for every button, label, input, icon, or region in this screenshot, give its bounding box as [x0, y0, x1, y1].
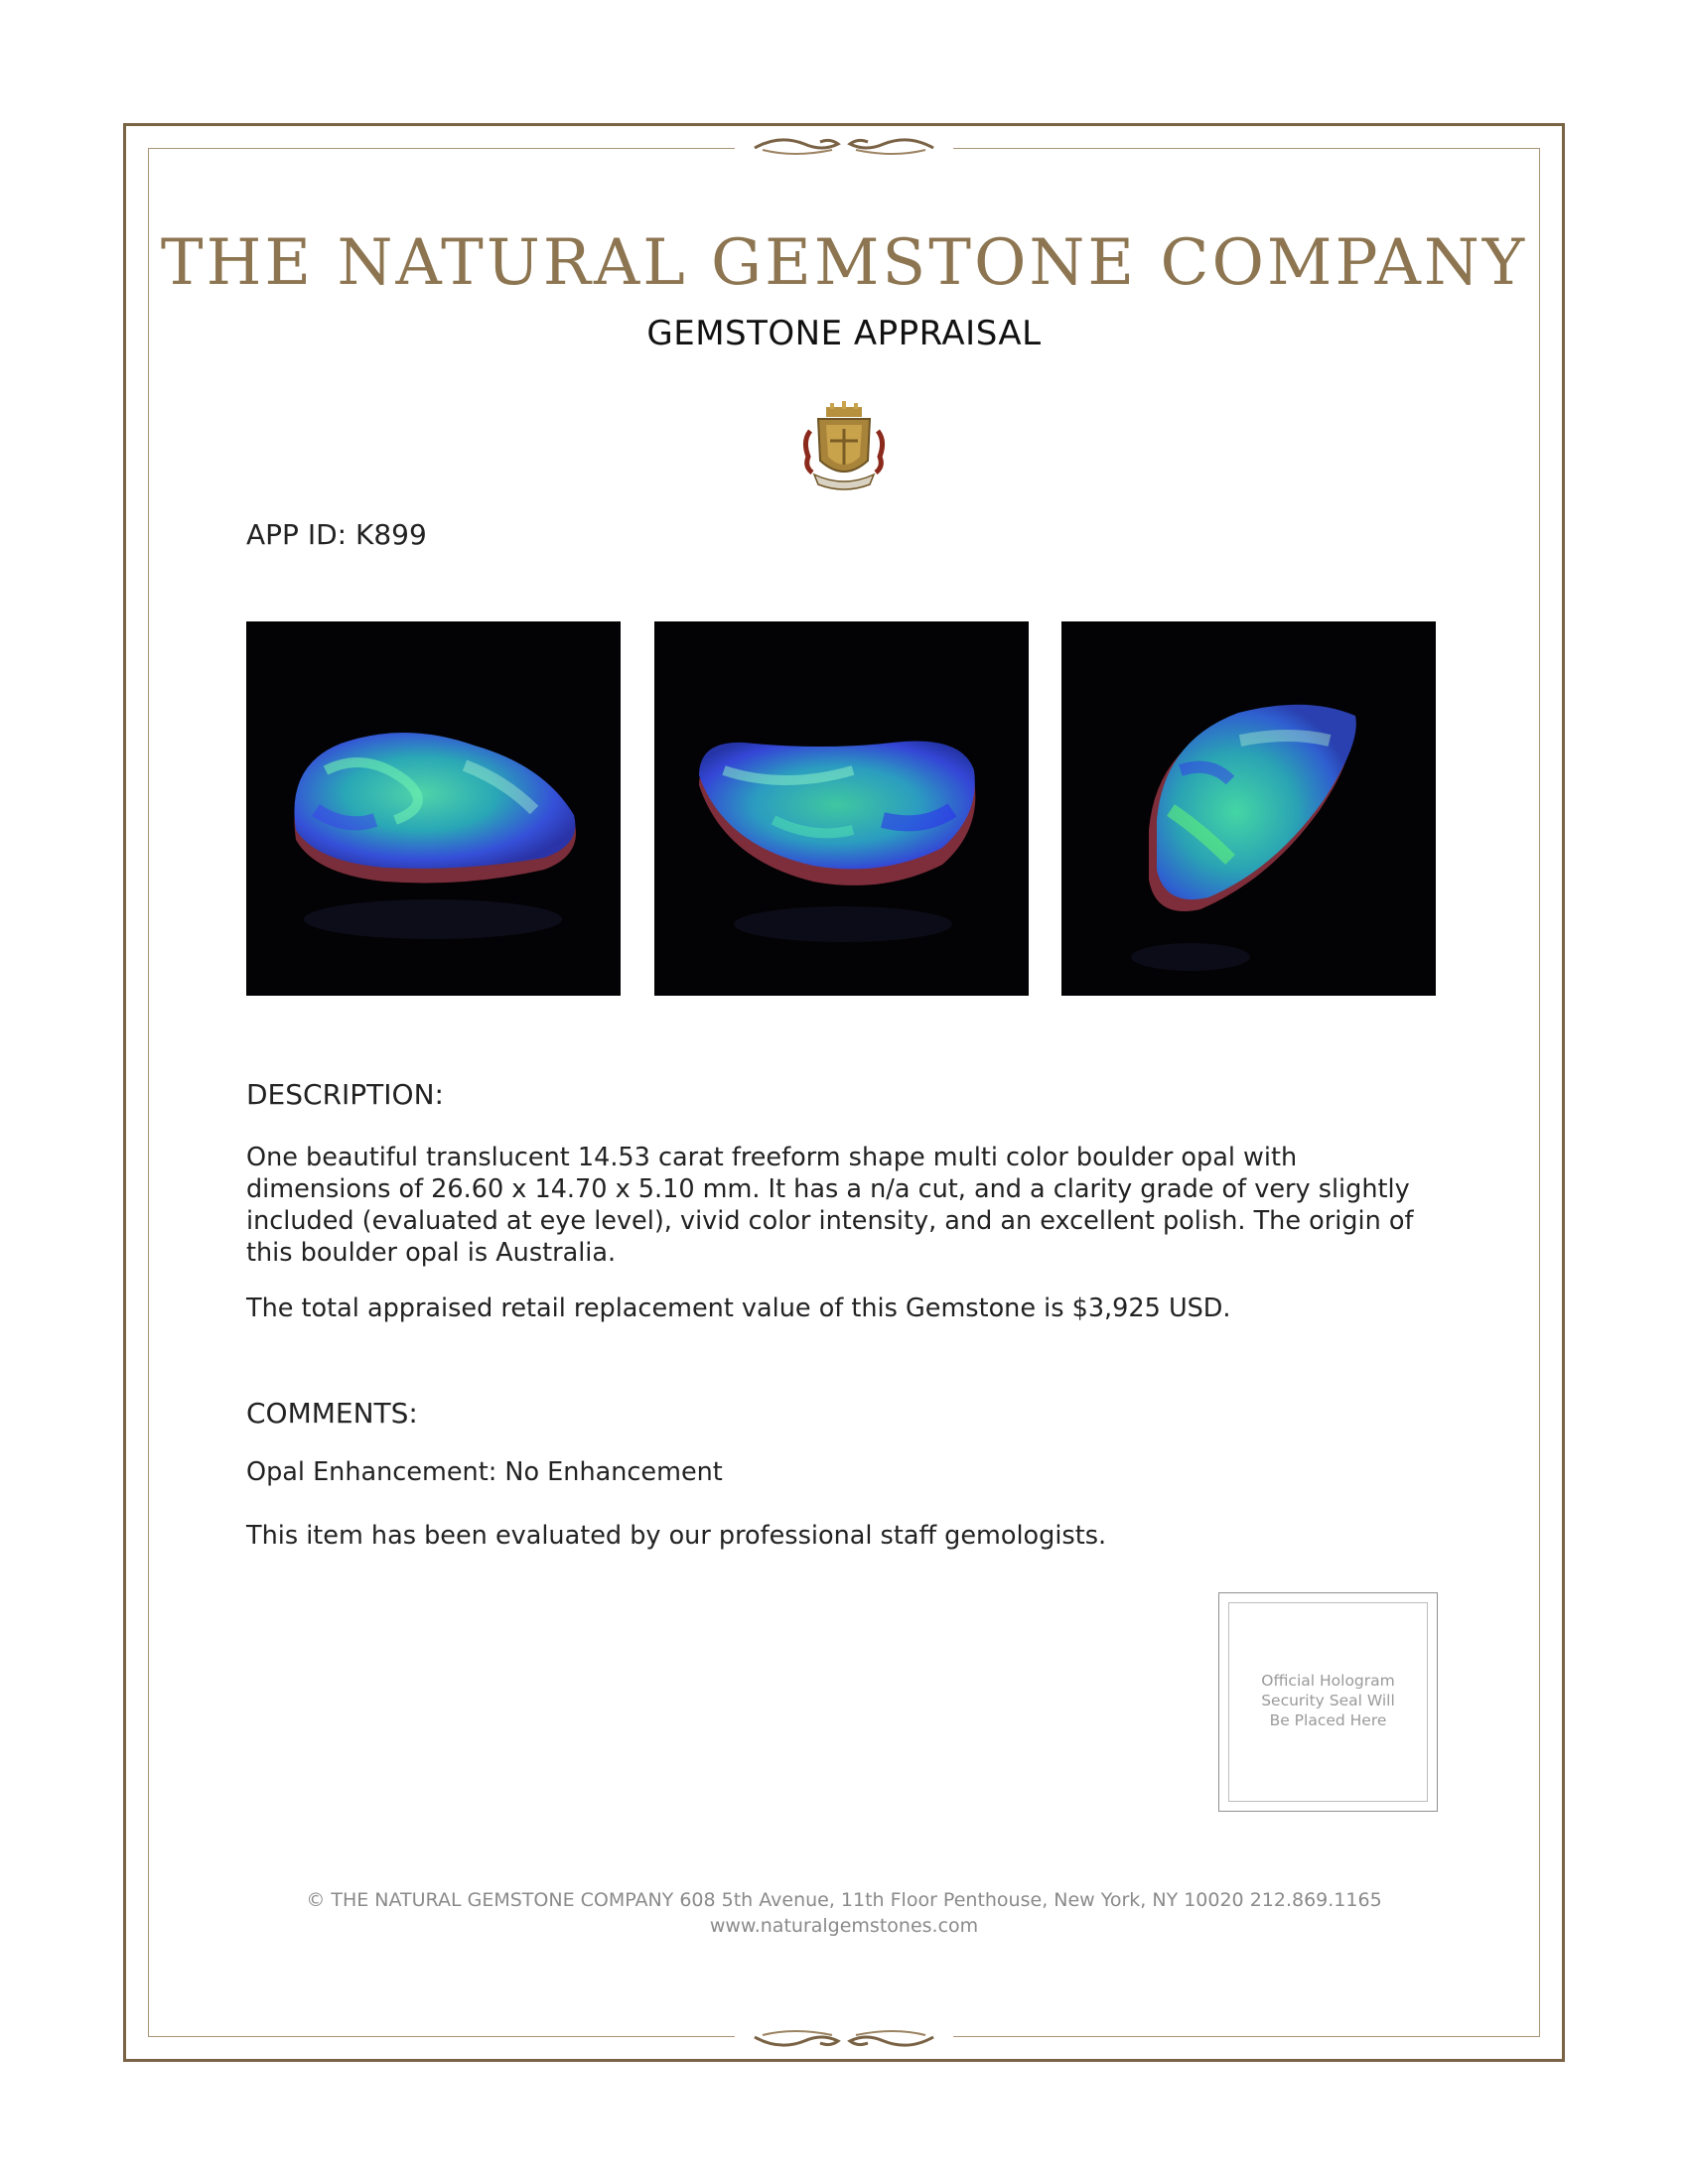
- seal-line-1: Official Hologram: [1261, 1672, 1395, 1690]
- footer-address: © THE NATURAL GEMSTONE COMPANY 608 5th Avenue, 11th Floor Penthouse, New York, NY 10020 212.869.1165: [306, 1889, 1382, 1911]
- footer-website-link[interactable]: www.naturalgemstones.com: [709, 1915, 979, 1937]
- hologram-seal-placeholder: [1218, 1592, 1438, 1812]
- evaluation-text: This item has been evaluated by our professional staff gemologists.: [246, 1521, 1107, 1551]
- company-crest-icon: [800, 401, 888, 496]
- document-title: GEMSTONE APPRAISAL: [646, 314, 1042, 353]
- app-id: APP ID: K899: [246, 518, 427, 551]
- top-flourish-ornament: [735, 128, 953, 168]
- enhancement-text: Opal Enhancement: No Enhancement: [246, 1457, 723, 1487]
- seal-line-2: Security Seal Will: [1261, 1692, 1395, 1709]
- appraised-value-text: The total appraised retail replacement value of this Gemstone is $3,925 USD.: [246, 1294, 1231, 1323]
- comments-heading: COMMENTS:: [246, 1397, 418, 1430]
- gemstone-photo-top-view: [246, 621, 621, 996]
- gemstone-photo-angled-view: [654, 621, 1029, 996]
- description-text: One beautiful translucent 14.53 carat freeform shape multi color boulder opal with dimensions of 26.60 x 14.70 x 5.10 mm. It has a n/a cut, and a clarity grade of very slightly included (evaluated at eye level), vivid color intensity, and an excellent polish. The origin of this boulder opal is Australia.: [246, 1143, 1414, 1268]
- seal-line-3: Be Placed Here: [1269, 1711, 1387, 1729]
- bottom-flourish-ornament: [735, 2017, 953, 2057]
- gemstone-photo-side-view: [1061, 621, 1436, 996]
- seal-text: [1219, 1671, 1437, 1730]
- company-name: THE NATURAL GEMSTONE COMPANY: [160, 226, 1528, 300]
- description-heading: DESCRIPTION:: [246, 1078, 444, 1111]
